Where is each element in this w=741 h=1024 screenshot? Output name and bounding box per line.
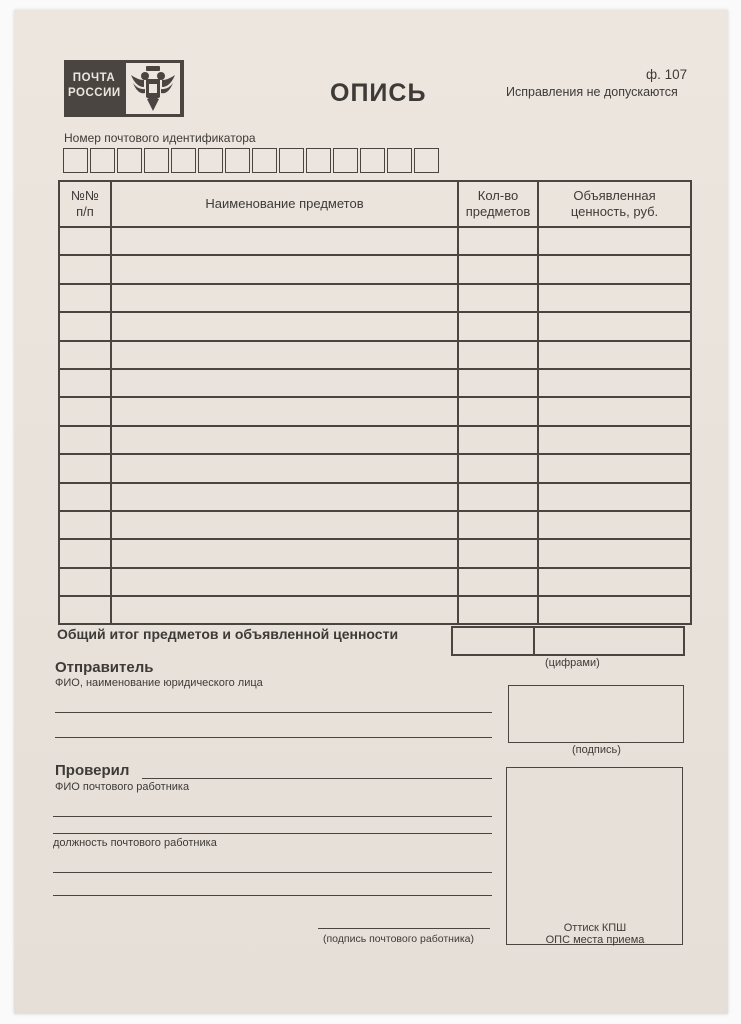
item-name-cell[interactable] bbox=[111, 539, 458, 567]
worker-signature-line[interactable] bbox=[318, 928, 490, 929]
table-row bbox=[59, 369, 691, 397]
sender-name-line-1[interactable] bbox=[55, 712, 492, 713]
row-number-cell[interactable] bbox=[59, 255, 111, 283]
table-row bbox=[59, 397, 691, 425]
table-row bbox=[59, 312, 691, 340]
row-number-cell[interactable] bbox=[59, 596, 111, 624]
item-name-cell[interactable] bbox=[111, 369, 458, 397]
signature-note: (подпись) bbox=[572, 744, 621, 756]
item-value-cell[interactable] bbox=[538, 568, 691, 596]
item-quantity-cell[interactable] bbox=[458, 511, 538, 539]
item-value-cell[interactable] bbox=[538, 511, 691, 539]
item-name-cell[interactable] bbox=[111, 568, 458, 596]
tracking-id-box[interactable] bbox=[198, 148, 223, 173]
item-quantity-cell[interactable] bbox=[458, 369, 538, 397]
sender-sublabel: ФИО, наименование юридического лица bbox=[55, 677, 263, 689]
column-header-number-line1: №№ bbox=[71, 188, 99, 203]
row-number-cell[interactable] bbox=[59, 369, 111, 397]
stamp-label-line2: ОПС места приема bbox=[545, 934, 645, 946]
logo-text bbox=[68, 71, 120, 101]
worker-position-line-2[interactable] bbox=[53, 895, 492, 896]
tracking-id-box[interactable] bbox=[63, 148, 88, 173]
worker-position-line-1[interactable] bbox=[53, 872, 492, 873]
column-header-value-line1: Объявленная bbox=[573, 188, 656, 203]
item-value-cell[interactable] bbox=[538, 596, 691, 624]
table-row bbox=[59, 539, 691, 567]
item-name-cell[interactable] bbox=[111, 454, 458, 482]
item-quantity-cell[interactable] bbox=[458, 227, 538, 255]
row-number-cell[interactable] bbox=[59, 568, 111, 596]
double-headed-eagle-icon bbox=[126, 63, 180, 114]
item-quantity-cell[interactable] bbox=[458, 312, 538, 340]
item-name-cell[interactable] bbox=[111, 341, 458, 369]
total-quantity-field[interactable] bbox=[451, 626, 535, 656]
tracking-id-box[interactable] bbox=[225, 148, 250, 173]
column-header-quantity-line1: Кол-во bbox=[477, 188, 519, 203]
row-number-cell[interactable] bbox=[59, 426, 111, 454]
tracking-id-box[interactable] bbox=[387, 148, 412, 173]
worker-name-line-2[interactable] bbox=[53, 833, 492, 834]
item-name-cell[interactable] bbox=[111, 426, 458, 454]
tracking-id-box[interactable] bbox=[360, 148, 385, 173]
row-number-cell[interactable] bbox=[59, 511, 111, 539]
item-name-cell[interactable] bbox=[111, 227, 458, 255]
checked-by-heading: Проверил bbox=[55, 762, 130, 779]
tracking-id-box[interactable] bbox=[279, 148, 304, 173]
item-value-cell[interactable] bbox=[538, 312, 691, 340]
item-quantity-cell[interactable] bbox=[458, 483, 538, 511]
item-name-cell[interactable] bbox=[111, 397, 458, 425]
item-quantity-cell[interactable] bbox=[458, 539, 538, 567]
item-value-cell[interactable] bbox=[538, 539, 691, 567]
table-row bbox=[59, 255, 691, 283]
stamp-box[interactable] bbox=[506, 767, 683, 945]
row-number-cell[interactable] bbox=[59, 312, 111, 340]
table-row bbox=[59, 426, 691, 454]
item-value-cell[interactable] bbox=[538, 227, 691, 255]
sender-name-line-2[interactable] bbox=[55, 737, 492, 738]
digits-note: (цифрами) bbox=[545, 657, 600, 669]
worker-position-label: должность почтового работника bbox=[53, 837, 217, 849]
item-quantity-cell[interactable] bbox=[458, 397, 538, 425]
item-name-cell[interactable] bbox=[111, 483, 458, 511]
row-number-cell[interactable] bbox=[59, 454, 111, 482]
table-row bbox=[59, 284, 691, 312]
item-value-cell[interactable] bbox=[538, 255, 691, 283]
checked-by-line[interactable] bbox=[142, 778, 492, 779]
total-value-field[interactable] bbox=[533, 626, 685, 656]
row-number-cell[interactable] bbox=[59, 397, 111, 425]
column-header-name bbox=[111, 181, 458, 227]
column-header-name-line1: Наименование предметов bbox=[205, 196, 364, 211]
row-number-cell[interactable] bbox=[59, 341, 111, 369]
tracking-id-box[interactable] bbox=[414, 148, 439, 173]
item-name-cell[interactable] bbox=[111, 511, 458, 539]
table-row bbox=[59, 341, 691, 369]
column-header-quantity bbox=[458, 181, 538, 227]
table-row bbox=[59, 568, 691, 596]
tracking-id-box[interactable] bbox=[306, 148, 331, 173]
item-quantity-cell[interactable] bbox=[458, 255, 538, 283]
tracking-id-box[interactable] bbox=[333, 148, 358, 173]
item-quantity-cell[interactable] bbox=[458, 454, 538, 482]
stamp-label bbox=[540, 922, 650, 946]
item-quantity-cell[interactable] bbox=[458, 426, 538, 454]
sender-heading: Отправитель bbox=[55, 659, 154, 676]
table-header-row bbox=[59, 181, 691, 227]
table-row bbox=[59, 511, 691, 539]
item-quantity-cell[interactable] bbox=[458, 341, 538, 369]
form-title: ОПИСЬ bbox=[330, 79, 427, 107]
total-label: Общий итог предметов и объявленной ценности bbox=[57, 626, 399, 642]
tracking-id-box[interactable] bbox=[252, 148, 277, 173]
tracking-id-boxes bbox=[63, 148, 441, 173]
row-number-cell[interactable] bbox=[59, 227, 111, 255]
item-value-cell[interactable] bbox=[538, 341, 691, 369]
logo-line1: ПОЧТА bbox=[72, 72, 116, 84]
item-quantity-cell[interactable] bbox=[458, 568, 538, 596]
form-number: ф. 107 bbox=[646, 67, 688, 82]
row-number-cell[interactable] bbox=[59, 539, 111, 567]
item-name-cell[interactable] bbox=[111, 596, 458, 624]
sender-signature-box[interactable] bbox=[508, 685, 684, 743]
table-row bbox=[59, 596, 691, 624]
items-table bbox=[58, 180, 692, 625]
item-value-cell[interactable] bbox=[538, 483, 691, 511]
worker-name-line-1[interactable] bbox=[53, 816, 492, 817]
item-name-cell[interactable] bbox=[111, 255, 458, 283]
tracking-id-box[interactable] bbox=[171, 148, 196, 173]
items-table-body bbox=[59, 227, 691, 624]
item-value-cell[interactable] bbox=[538, 454, 691, 482]
tracking-id-label: Номер почтового идентификатора bbox=[64, 131, 256, 145]
item-value-cell[interactable] bbox=[538, 284, 691, 312]
stamp-label-line1: Оттиск КПШ bbox=[563, 922, 627, 934]
column-header-number bbox=[59, 181, 111, 227]
item-value-cell[interactable] bbox=[538, 397, 691, 425]
item-value-cell[interactable] bbox=[538, 369, 691, 397]
item-quantity-cell[interactable] bbox=[458, 596, 538, 624]
row-number-cell[interactable] bbox=[59, 284, 111, 312]
item-name-cell[interactable] bbox=[111, 312, 458, 340]
column-header-value bbox=[538, 181, 691, 227]
tracking-id-box[interactable] bbox=[90, 148, 115, 173]
column-header-number-line2: п/п bbox=[76, 204, 94, 219]
table-row bbox=[59, 454, 691, 482]
row-number-cell[interactable] bbox=[59, 483, 111, 511]
item-value-cell[interactable] bbox=[538, 426, 691, 454]
no-corrections-notice: Исправления не допускаются bbox=[506, 85, 678, 99]
worker-signature-note: (подпись почтового работника) bbox=[323, 933, 474, 945]
item-quantity-cell[interactable] bbox=[458, 284, 538, 312]
item-name-cell[interactable] bbox=[111, 284, 458, 312]
column-header-value-line2: ценность, руб. bbox=[570, 204, 659, 219]
logo-line2: РОССИИ bbox=[68, 87, 121, 99]
table-row bbox=[59, 227, 691, 255]
column-header-quantity-line2: предметов bbox=[465, 204, 531, 219]
tracking-id-box[interactable] bbox=[117, 148, 142, 173]
table-row bbox=[59, 483, 691, 511]
tracking-id-box[interactable] bbox=[144, 148, 169, 173]
checked-by-sublabel: ФИО почтового работника bbox=[55, 781, 190, 793]
